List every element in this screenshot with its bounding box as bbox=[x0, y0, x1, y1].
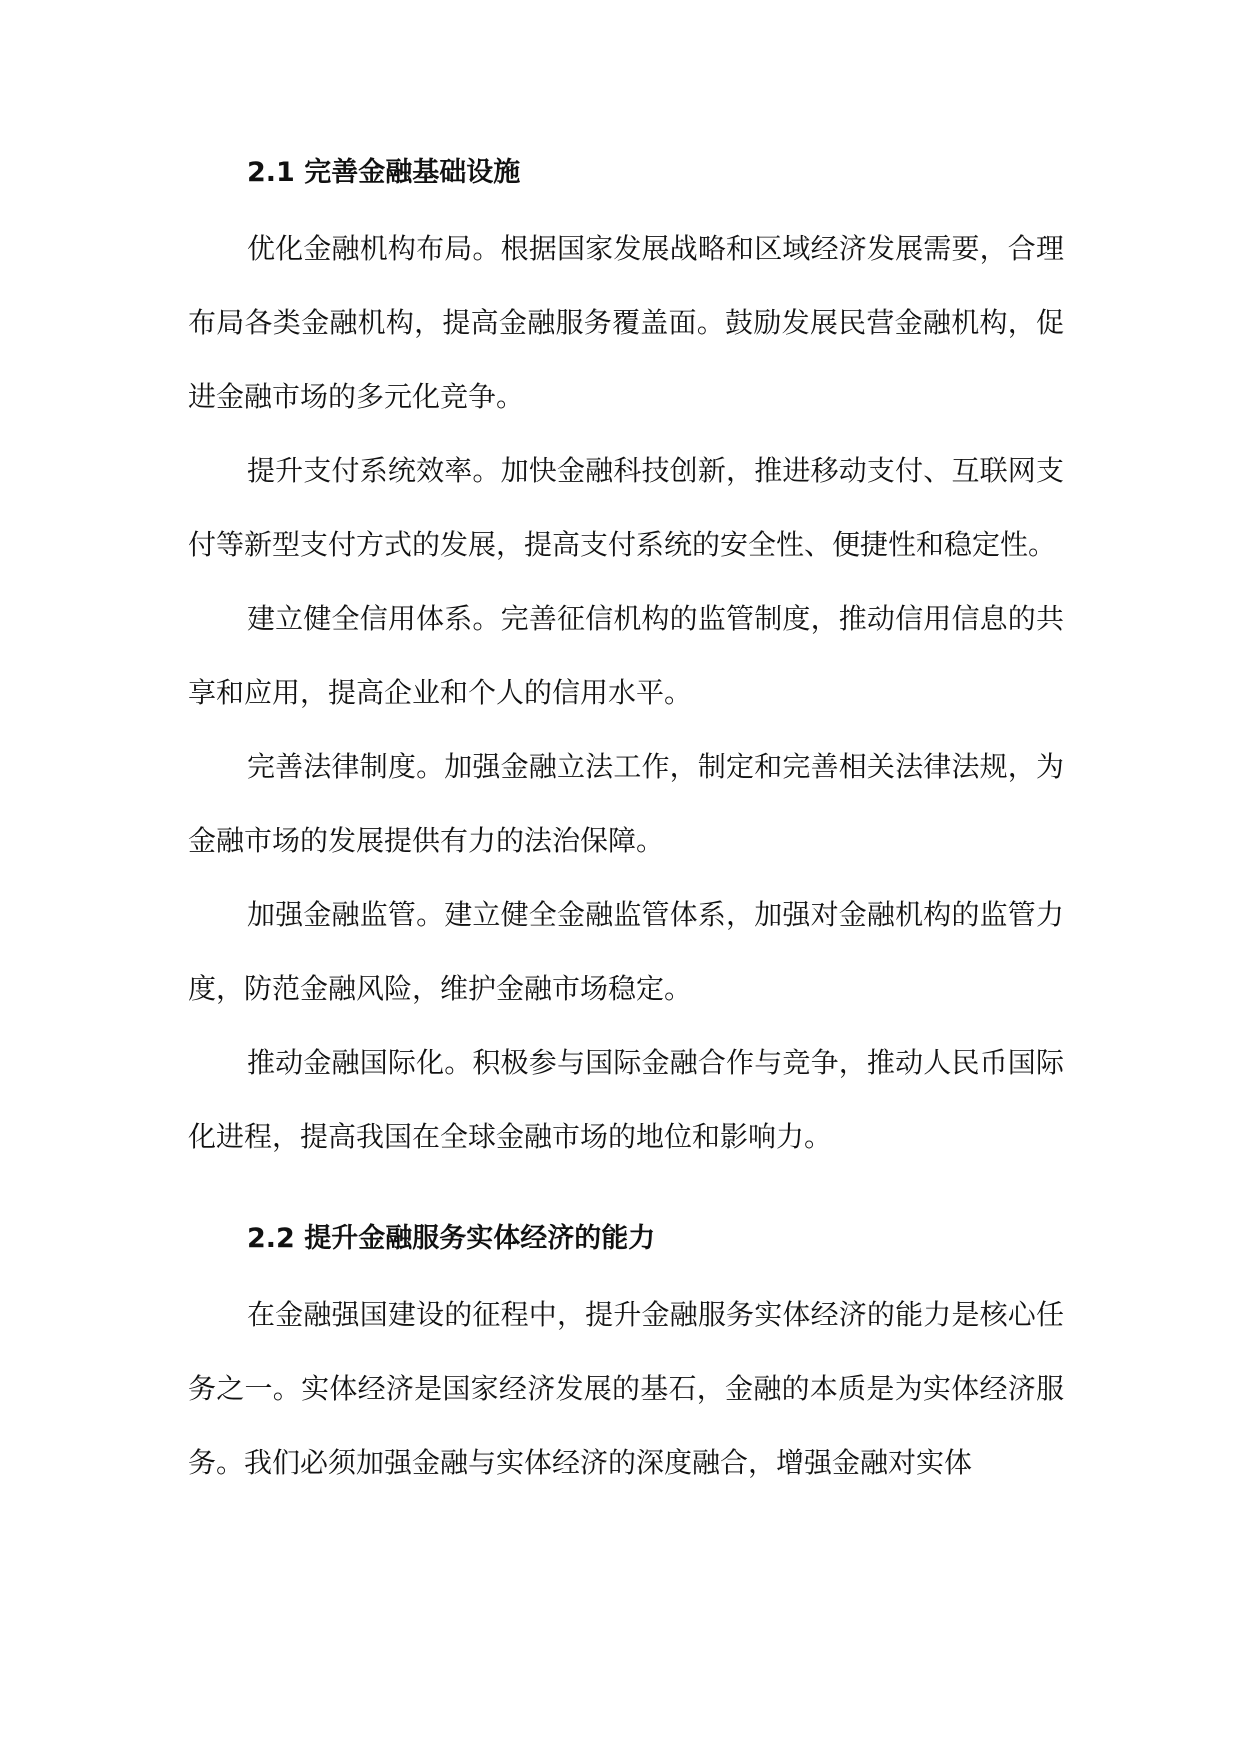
paragraph-financial-supervision: 加强金融监管。建立健全金融监管体系，加强对金融机构的监管力度，防范金融风险，维护金融市场稳定。 bbox=[188, 898, 1064, 1005]
paragraph-payment-efficiency: 提升支付系统效率。加快金融科技创新，推进移动支付、互联网支付等新型支付方式的发展，提高支付系统的安全性、便捷性和稳定性。 bbox=[188, 454, 1064, 561]
document-body bbox=[188, 148, 1064, 1500]
paragraph-internationalization: 推动金融国际化。积极参与国际金融合作与竞争，推动人民币国际化进程，提高我国在全球金融市场的地位和影响力。 bbox=[188, 1046, 1064, 1153]
section-heading-2-2: 2.2 提升金融服务实体经济的能力 bbox=[247, 1223, 656, 1254]
section-heading-2-1: 2.1 完善金融基础设施 bbox=[247, 157, 521, 188]
paragraph-real-economy: 在金融强国建设的征程中，提升金融服务实体经济的能力是核心任务之一。实体经济是国家经济发展的基石，金融的本质是为实体经济服务。我们必须加强金融与实体经济的深度融合，增强金融对实体 bbox=[188, 1298, 1064, 1479]
paragraph-optimize-institutions: 优化金融机构布局。根据国家发展战略和区域经济发展需要，合理布局各类金融机构，提高金融服务覆盖面。鼓励发展民营金融机构，促进金融市场的多元化竞争。 bbox=[188, 232, 1064, 413]
paragraph-legal-system: 完善法律制度。加强金融立法工作，制定和完善相关法律法规，为金融市场的发展提供有力的法治保障。 bbox=[188, 750, 1064, 857]
paragraph-credit-system: 建立健全信用体系。完善征信机构的监管制度，推动信用信息的共享和应用，提高企业和个人的信用水平。 bbox=[188, 602, 1064, 709]
